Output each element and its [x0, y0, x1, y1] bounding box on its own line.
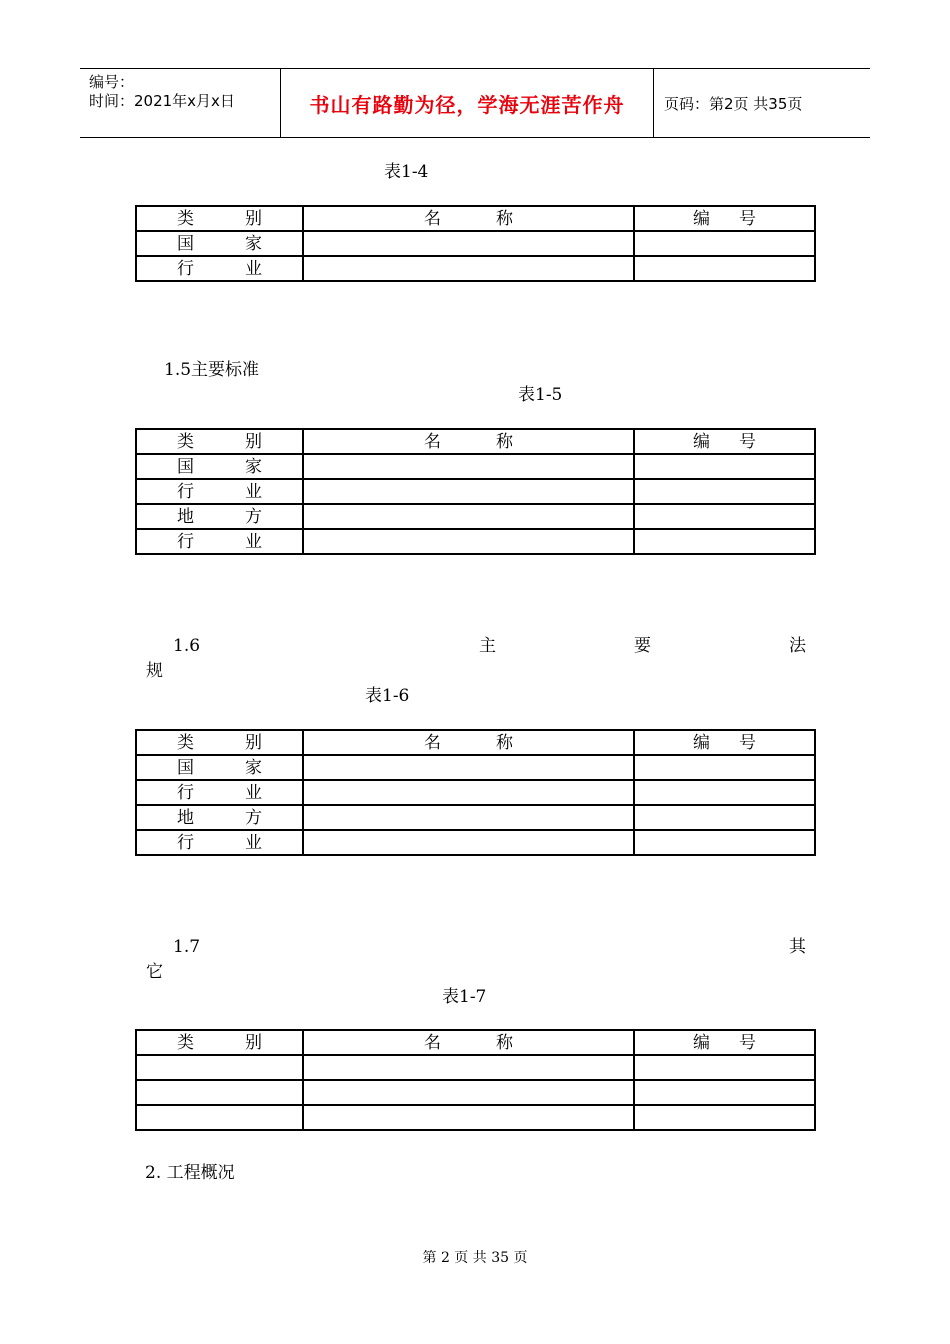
document-number-label: 编号： [89, 73, 135, 91]
row-category-label: 行 [177, 782, 194, 803]
row-category-label: 国 [177, 456, 194, 477]
name-cell [303, 256, 634, 281]
code-cell [634, 256, 815, 281]
name-cell [303, 1055, 634, 1080]
page-header [80, 68, 870, 138]
column-header-code: 编 [693, 431, 710, 452]
row-category-label: 行 [177, 531, 194, 552]
column-header-code: 编 [693, 1032, 710, 1053]
code-cell [634, 479, 815, 504]
table-header-row: 类 别 名 称 编 号 [136, 206, 815, 231]
table-row: 地 方 [136, 504, 815, 529]
table-row: 行 业 [136, 780, 815, 805]
code-cell [634, 1105, 815, 1130]
row-category-label: 地 [177, 807, 194, 828]
section-2-title: 2. 工程概况 [145, 1163, 235, 1183]
table-row: 国 家 [136, 755, 815, 780]
table-1-7 [135, 1029, 816, 1131]
code-cell [634, 454, 815, 479]
table-row: 行 业 [136, 479, 815, 504]
column-header-name: 名 [424, 1032, 441, 1053]
table-header-row: 类 别 名 称 编 号 [136, 1030, 815, 1055]
table-1-6-caption: 表1-6 [365, 686, 410, 706]
table-1-7-caption: 表1-7 [442, 987, 487, 1007]
table-1-5 [135, 428, 816, 555]
page-footer: 第 2 页 共 35 页 [422, 1250, 528, 1266]
column-header-name: 名 [424, 732, 441, 753]
name-cell [303, 1080, 634, 1105]
category-cell [136, 1055, 303, 1080]
table-1-5-caption: 表1-5 [518, 385, 563, 405]
name-cell [303, 1105, 634, 1130]
row-category-label: 国 [177, 233, 194, 254]
table-row [136, 1055, 815, 1080]
code-cell [634, 529, 815, 554]
table-row: 国 家 [136, 231, 815, 256]
category-cell [136, 1080, 303, 1105]
section-1-7-word: 其 [789, 937, 806, 957]
code-cell [634, 830, 815, 855]
table-row [136, 1080, 815, 1105]
name-cell [303, 780, 634, 805]
row-category-label: 行 [177, 832, 194, 853]
category-cell [136, 1105, 303, 1130]
section-1-6-word: 法 [789, 636, 806, 656]
column-header-category: 类 [177, 732, 194, 753]
table-header-row: 类 别 名 称 编 号 [136, 730, 815, 755]
table-1-6 [135, 729, 816, 856]
document-date: 时间：2021年x月x日 [89, 92, 235, 110]
code-cell [634, 1080, 815, 1105]
section-1-7-tail: 它 [146, 962, 163, 982]
code-cell [634, 755, 815, 780]
row-category-label: 行 [177, 481, 194, 502]
header-meta [80, 69, 281, 137]
name-cell [303, 830, 634, 855]
row-category-label: 国 [177, 757, 194, 778]
section-1-6-tail: 规 [146, 661, 163, 681]
code-cell [634, 805, 815, 830]
name-cell [303, 454, 634, 479]
table-row: 国 家 [136, 454, 815, 479]
table-row [136, 1105, 815, 1130]
section-1-5-title: 1.5主要标准 [164, 360, 260, 380]
name-cell [303, 479, 634, 504]
code-cell [634, 504, 815, 529]
code-cell [634, 780, 815, 805]
section-1-6-word: 要 [634, 636, 651, 656]
name-cell [303, 504, 634, 529]
column-header-name: 名 [424, 208, 441, 229]
name-cell [303, 755, 634, 780]
section-1-7-number: 1.7 [173, 937, 201, 957]
name-cell [303, 805, 634, 830]
name-cell [303, 529, 634, 554]
row-category-label: 行 [177, 258, 194, 279]
column-header-code: 编 [693, 208, 710, 229]
row-category-label: 地 [177, 506, 194, 527]
table-1-4-caption: 表1-4 [384, 162, 429, 182]
section-1-6-number: 1.6 [173, 636, 201, 656]
column-header-category: 类 [177, 208, 194, 229]
section-1-6-word: 主 [479, 636, 496, 656]
name-cell [303, 231, 634, 256]
table-row: 行 业 [136, 256, 815, 281]
table-row: 地 方 [136, 805, 815, 830]
column-header-code: 编 [693, 732, 710, 753]
column-header-name: 名 [424, 431, 441, 452]
header-motto: 书山有路勤为径，学海无涯苦作舟 [281, 69, 654, 137]
column-header-category: 类 [177, 431, 194, 452]
table-row: 行 业 [136, 529, 815, 554]
code-cell [634, 1055, 815, 1080]
table-1-4 [135, 205, 816, 282]
table-header-row: 类 别 名 称 编 号 [136, 429, 815, 454]
header-page-info: 页码：第2页 共35页 [664, 94, 803, 113]
column-header-category: 类 [177, 1032, 194, 1053]
table-row: 行 业 [136, 830, 815, 855]
code-cell [634, 231, 815, 256]
